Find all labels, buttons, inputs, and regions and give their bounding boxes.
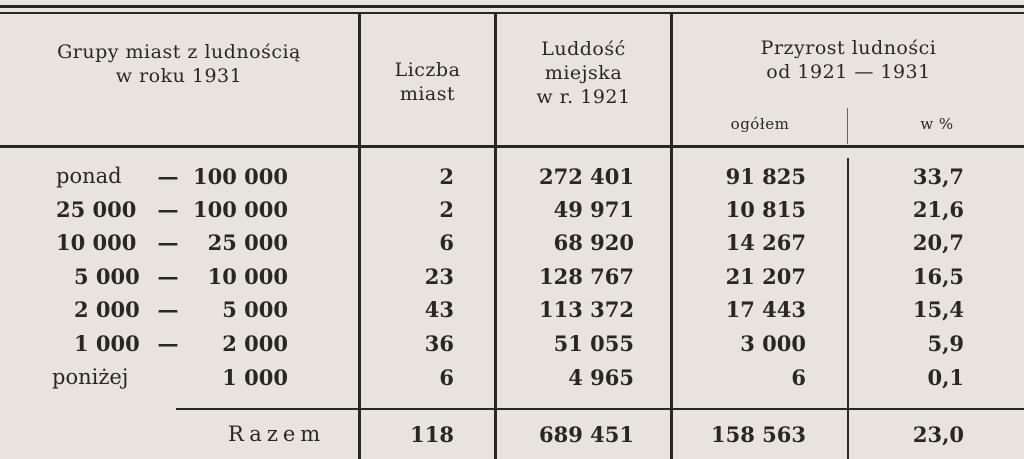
growth-percent: 33,7 [912,164,964,189]
range-from: 1 000 [74,331,140,356]
city-count: 43 [424,297,454,322]
range-dash: — [157,297,179,322]
range-to: 5 000 [222,297,288,322]
table-row [0,331,1024,363]
total-growth: 158 563 [711,422,806,447]
header-city-count [361,58,494,106]
header-bottom-rule [0,145,1024,148]
range-dash: — [157,164,179,189]
growth-percent: 0,1 [927,365,964,390]
total-population-1921: 689 451 [539,422,634,447]
population-1921: 272 401 [539,164,634,189]
growth-total: 10 815 [725,197,806,222]
city-count: 23 [424,264,454,289]
growth-percent: 16,5 [912,264,964,289]
range-dash: — [157,331,179,356]
header-text: miast [399,83,456,105]
range-from: 25 000 [56,197,137,222]
growth-total: 21 207 [725,264,806,289]
header-text: w r. 1921 [536,86,631,108]
header-text: Luddość [541,38,626,60]
header-text: Grupy miast z ludnością [57,41,301,63]
growth-percent: 20,7 [912,230,964,255]
city-count: 36 [424,331,454,356]
header-urban-population [497,37,670,109]
header-text: miejska [544,62,623,84]
population-1921: 51 055 [553,331,634,356]
range-from: 2 000 [74,297,140,322]
range-dash: — [157,197,179,222]
table-row [0,365,1024,397]
total-row [0,422,1024,454]
city-count: 2 [439,164,454,189]
population-1921: 49 971 [553,197,634,222]
table-row [0,230,1024,262]
top-rule [0,5,1024,8]
header-text: od 1921 — 1931 [766,61,931,83]
city-count: 2 [439,197,454,222]
growth-total: 91 825 [725,164,806,189]
range-from: 5 000 [74,264,140,289]
header-text: Przyrost ludności [760,37,937,59]
range-to: 100 000 [193,197,288,222]
population-1921: 68 920 [553,230,634,255]
range-to: 100 000 [193,164,288,189]
total-label: Razem [228,422,326,446]
population-1921: 4 965 [568,365,634,390]
range-dash: — [157,230,179,255]
header-growth-percent: w % [920,115,954,133]
range-to: 10 000 [207,264,288,289]
range-from: 10 000 [56,230,137,255]
range-to: 2 000 [222,331,288,356]
table-row [0,197,1024,229]
total-city-count: 118 [410,422,454,447]
header-text: Liczba [394,59,461,81]
total-rule [176,408,1024,410]
range-to: 1 000 [222,365,288,390]
total-growth-percent: 23,0 [912,422,964,447]
header-text: w roku 1931 [115,65,243,87]
range-dash: — [157,264,179,289]
range-to: 25 000 [207,230,288,255]
growth-total: 14 267 [725,230,806,255]
growth-percent: 21,6 [912,197,964,222]
population-1921: 113 372 [539,297,634,322]
header-growth-total: ogółem [730,115,790,133]
city-count: 6 [439,365,454,390]
top-rule-thin [0,12,1024,14]
table-row [0,297,1024,329]
growth-total: 17 443 [725,297,806,322]
growth-percent: 5,9 [927,331,964,356]
growth-total: 3 000 [740,331,806,356]
growth-percent: 15,4 [912,297,964,322]
table-row [0,164,1024,196]
range-from: poniżej [52,365,129,389]
header-city-groups [0,40,358,88]
table-row [0,264,1024,296]
growth-total: 6 [791,365,806,390]
subcolumn-divider [847,108,848,144]
range-from: ponad [56,164,122,188]
population-1921: 128 767 [539,264,634,289]
city-count: 6 [439,230,454,255]
header-population-growth [673,36,1024,84]
